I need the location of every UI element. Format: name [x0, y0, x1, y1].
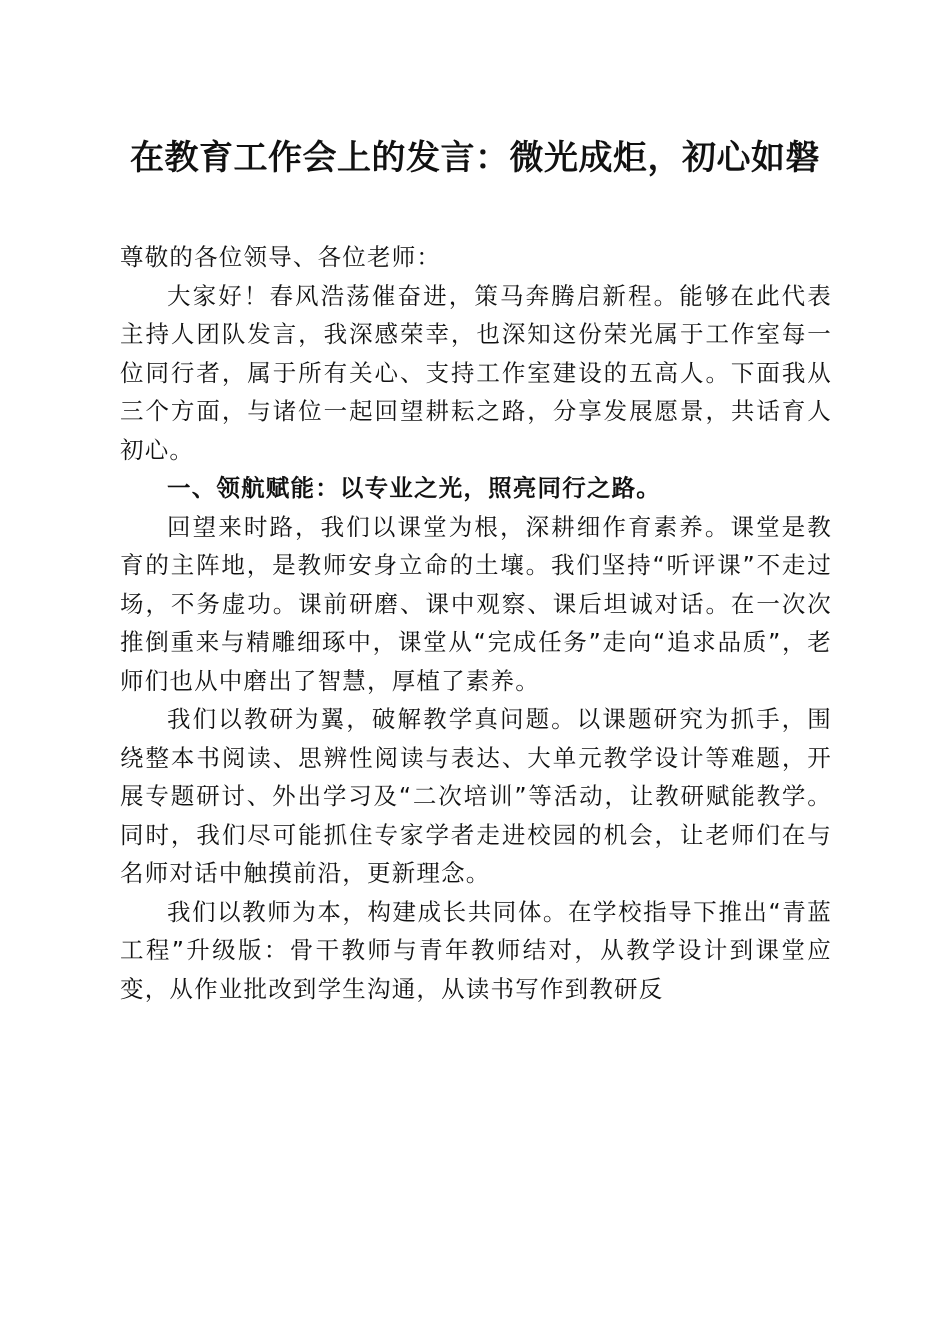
greeting-line: 尊敬的各位领导、各位老师： [120, 243, 442, 271]
paragraph-research: 我们以教研为翼，破解教学真问题。以课题研究为抓手，围绕整本书阅读、思辨性阅读与表达、大单元教学设计等难题，开展专题研讨、外出学习及“二次培训”等活动，让教研赋能教学。同时，我们尽可能抓住专家学者走进校园的机会，让老师们在与名师对话中触摸前沿，更新理念。 [120, 705, 832, 887]
paragraph-classroom: 回望来时路，我们以课堂为根，深耕细作育素养。课堂是教育的主阵地，是教师安身立命的土壤。我们坚持“听评课”不走过场，不务虚功。课前研磨、课中观察、课后坦诚对话。在一次次推倒重来与精雕细琢中，课堂从“完成任务”走向“追求品质”，老师们也从中磨出了智慧，厚植了素养。 [120, 512, 832, 695]
document-body [120, 238, 832, 1008]
paragraph-opening: 大家好！春风浩荡催奋进，策马奔腾启新程。能够在此代表主持人团队发言，我深感荣幸，也深知这份荣光属于工作室每一位同行者，属于所有关心、支持工作室建设的五高人。下面我从三个方面，与诸位一起回望耕耘之路，分享发展愿景，共话育人初心。 [120, 281, 832, 464]
document-title: 在教育工作会上的发言：微光成炬，初心如磐 [130, 138, 820, 178]
section-heading-1: 一、领航赋能：以专业之光，照亮同行之路。 [167, 474, 661, 502]
paragraph-teachers: 我们以教师为本，构建成长共同体。在学校指导下推出“青蓝工程”升级版：骨干教师与青年教师结对，从教学设计到课堂应变，从作业批改到学生沟通，从读书写作到教研反 [120, 897, 832, 1003]
